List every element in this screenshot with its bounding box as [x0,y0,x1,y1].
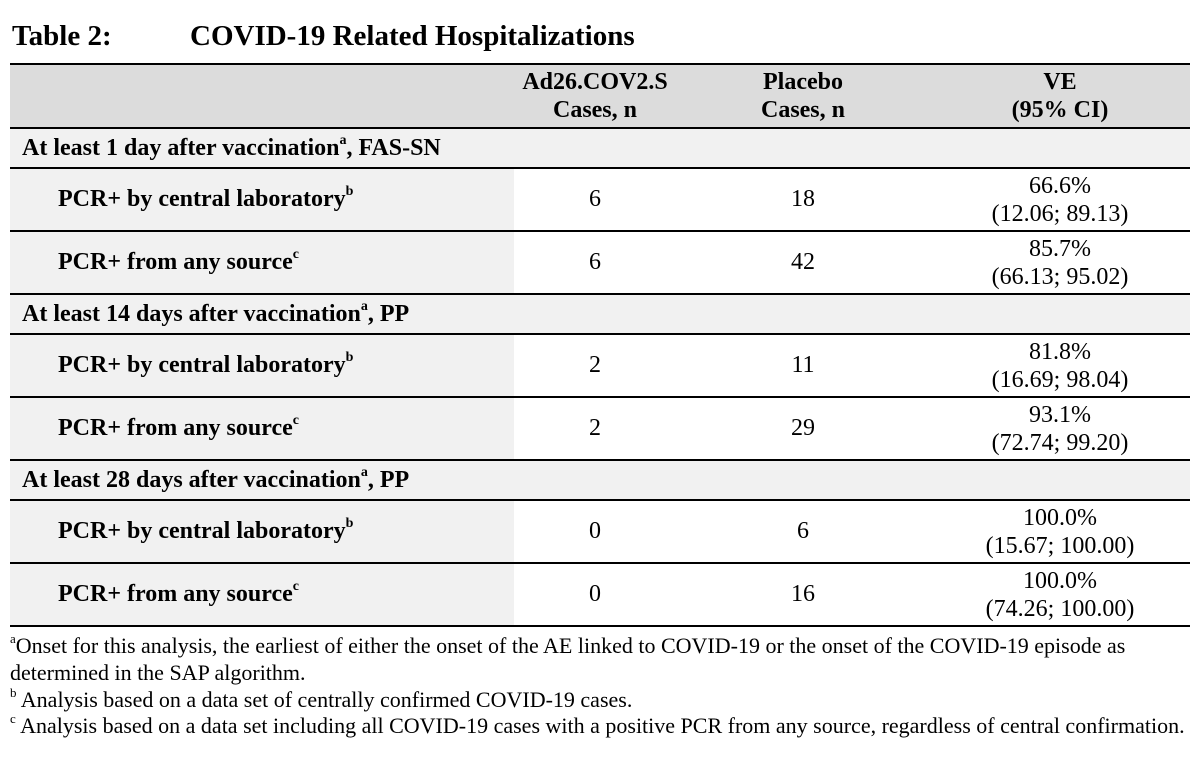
vaccine-column-header: Ad26.COV2.S Cases, n [514,64,676,128]
section-header-row [10,460,1190,500]
header-row [10,64,1190,128]
vaccine-cases-cell: 2 [514,397,676,460]
row-label: PCR+ by central laboratory$^b$ [10,334,514,397]
placebo-cases-cell: 11 [676,334,930,397]
table-row [10,563,1190,626]
footnote-text: Analysis based on a data set including all COVID-19 cases with a positive PCR from any source, regardless of central confirmation. [20,713,1185,738]
footnote-marker: c [10,710,16,726]
ve-cell: 93.1% (72.74; 99.20) [930,397,1190,460]
vaccine-cases-cell: 0 [514,563,676,626]
footnote-text: Onset for this analysis, the earliest of either the onset of the AE linked to COVID-19 or the onset of the COVID-19 episode as determined in the SAP algorithm. [10,633,1126,685]
placebo-cases-cell: 42 [676,231,930,294]
table-row [10,231,1190,294]
ve-cell: 85.7% (66.13; 95.02) [930,231,1190,294]
table-row [10,500,1190,563]
row-label: PCR+ by central laboratory$^b$ [10,168,514,231]
section-header-row [10,294,1190,334]
section-title: At least 14 days after vaccination$^a$, PP [10,294,1190,334]
section-header-row [10,128,1190,168]
vaccine-cases-cell: 0 [514,500,676,563]
table-title: COVID-19 Related Hospitalizations [190,20,635,52]
section-title: At least 28 days after vaccination$^a$, PP [10,460,1190,500]
footnote-marker: a [10,630,16,646]
ve-cell: 100.0% (74.26; 100.00) [930,563,1190,626]
section-title: At least 1 day after vaccination$^a$, FAS-SN [10,128,1190,168]
table-row [10,334,1190,397]
vaccine-cases-cell: 2 [514,334,676,397]
vaccine-cases-cell: 6 [514,168,676,231]
row-label: PCR+ by central laboratory$^b$ [10,500,514,563]
ve-cell: 81.8% (16.69; 98.04) [930,334,1190,397]
footnote-text: Analysis based on a data set of centrally confirmed COVID-19 cases. [20,687,633,712]
table-row [10,168,1190,231]
table-number: Table 2: [12,20,112,52]
hospitalizations-table [10,63,1190,627]
row-label: PCR+ from any source$^c$ [10,397,514,460]
ve-cell: 100.0% (15.67; 100.00) [930,500,1190,563]
footnote-marker: b [10,684,17,700]
ve-column-header: VE (95% CI) [930,64,1190,128]
footnote-c [10,712,1190,739]
row-label: PCR+ from any source$^c$ [10,231,514,294]
placebo-cases-cell: 18 [676,168,930,231]
placebo-cases-cell: 29 [676,397,930,460]
placebo-cases-cell: 6 [676,500,930,563]
row-label: PCR+ from any source$^c$ [10,563,514,626]
table-row [10,397,1190,460]
ve-cell: 66.6% (12.06; 89.13) [930,168,1190,231]
vaccine-cases-cell: 6 [514,231,676,294]
placebo-cases-cell: 16 [676,563,930,626]
footnote-b [10,686,1190,713]
footnote-a [10,632,1190,686]
placebo-column-header: Placebo Cases, n [676,64,930,128]
header-blank-cell [10,64,514,128]
